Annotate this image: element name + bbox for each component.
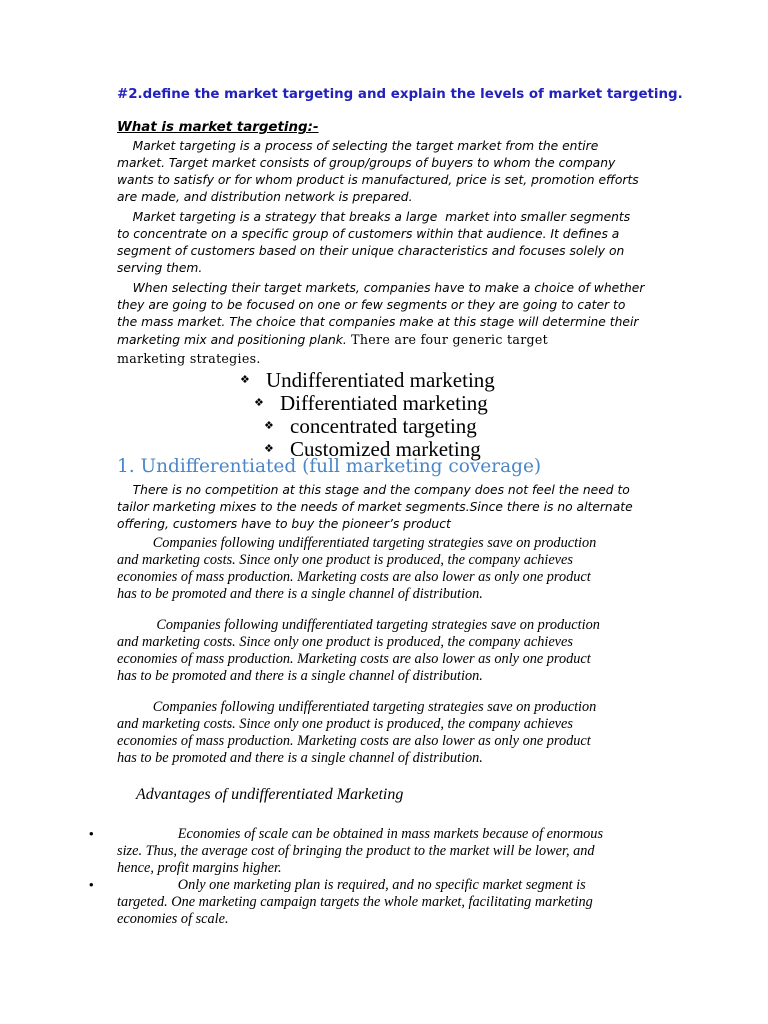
text-line: to concentrate on a specific group of customers within that audience. It defines a — [117, 227, 620, 241]
text-line: When selecting their target markets, companies have to make a choice of whether — [117, 281, 645, 295]
advantage-item-1 — [117, 826, 657, 877]
intro-paragraph-3 — [117, 280, 657, 349]
text-line: Companies following undifferentiated targeting strategies save on production — [117, 535, 597, 551]
text-line: and marketing costs. Since only one product is produced, the company achieves — [117, 552, 573, 568]
text-line: has to be promoted and there is a single channel of distribution. — [117, 750, 483, 766]
cost-paragraph-1 — [117, 535, 657, 603]
text-line: tailor marketing mixes to the needs of market segments.Since there is no alternate — [117, 500, 633, 514]
round-bullet-icon: • — [89, 826, 94, 841]
cost-paragraph-2 — [117, 617, 657, 685]
text-line: segment of customers based on their unique characteristics and focuses solely on — [117, 244, 625, 258]
diamond-bullet-icon: ❖ — [264, 442, 274, 456]
section-subheading: What is market targeting:- — [117, 120, 319, 135]
intro-paragraph-2 — [117, 209, 657, 277]
text-line: hence, profit margins higher. — [117, 860, 282, 876]
section-1-title: 1. Undifferentiated (full marketing coverage) — [117, 456, 542, 477]
text-run: marketing mix and positioning plank. — [117, 333, 347, 347]
advantage-item-2 — [117, 877, 657, 928]
text-line: Companies following undifferentiated targeting strategies save on production — [117, 699, 597, 715]
text-line: economies of mass production. Marketing costs are also lower as only one product — [117, 733, 591, 749]
text-line: targeted. One marketing campaign targets the whole market, facilitating marketing — [117, 894, 593, 910]
generic-strategies-intro: There are four generic target — [346, 332, 548, 347]
text-line: has to be promoted and there is a single channel of distribution. — [117, 668, 483, 684]
round-bullet-icon: • — [89, 877, 94, 892]
text-line: economies of mass production. Marketing costs are also lower as only one product — [117, 569, 591, 585]
text-line: Market targeting is a strategy that breaks a large market into smaller segments — [117, 210, 631, 224]
strategy-label: Differentiated marketing — [280, 391, 488, 415]
text-line — [117, 331, 657, 349]
text-line: are made, and distribution network is prepared. — [117, 190, 413, 204]
text-line: There is no competition at this stage and the company does not feel the need to — [117, 483, 630, 497]
text-line: Economies of scale can be obtained in mass markets because of enormous — [117, 826, 604, 842]
intro-paragraph-1 — [117, 138, 657, 206]
cost-paragraph-3 — [117, 699, 657, 767]
text-line: wants to satisfy or for whom product is manufactured, price is set, promotion efforts — [117, 173, 639, 187]
advantages-title: Advantages of undifferentiated Marketing — [136, 786, 404, 803]
page-heading: #2.define the market targeting and explain the levels of market targeting. — [117, 87, 683, 102]
diamond-bullet-icon: ❖ — [254, 396, 264, 410]
text-line: serving them. — [117, 261, 203, 275]
text-line: offering, customers have to buy the pioneer’s product — [117, 517, 451, 531]
text-line: the mass market. The choice that companies make at this stage will determine their — [117, 315, 639, 329]
text-line: and marketing costs. Since only one product is produced, the company achieves — [117, 634, 573, 650]
generic-strategies-intro-continued: marketing strategies. — [117, 351, 261, 366]
text-line: Companies following undifferentiated targeting strategies save on production — [117, 617, 600, 633]
text-line: and marketing costs. Since only one product is produced, the company achieves — [117, 716, 573, 732]
section-1-paragraph — [117, 482, 657, 533]
diamond-bullet-icon: ❖ — [264, 419, 274, 433]
strategy-label: Customized marketing — [290, 437, 481, 461]
text-line: Only one marketing plan is required, and no specific market segment is — [117, 877, 586, 893]
text-line: has to be promoted and there is a single channel of distribution. — [117, 586, 483, 602]
text-line: market. Target market consists of group/groups of buyers to whom the company — [117, 156, 616, 170]
text-line: they are going to be focused on one or few segments or they are going to cater to — [117, 298, 626, 312]
diamond-bullet-icon: ❖ — [240, 373, 250, 387]
text-line: size. Thus, the average cost of bringing the product to the market will be lower, and — [117, 843, 595, 859]
text-line: Market targeting is a process of selecting the target market from the entire — [117, 139, 599, 153]
strategy-label: Undifferentiated marketing — [266, 368, 495, 392]
strategy-label: concentrated targeting — [290, 414, 477, 438]
text-line: economies of mass production. Marketing costs are also lower as only one product — [117, 651, 591, 667]
text-line: economies of scale. — [117, 911, 229, 927]
